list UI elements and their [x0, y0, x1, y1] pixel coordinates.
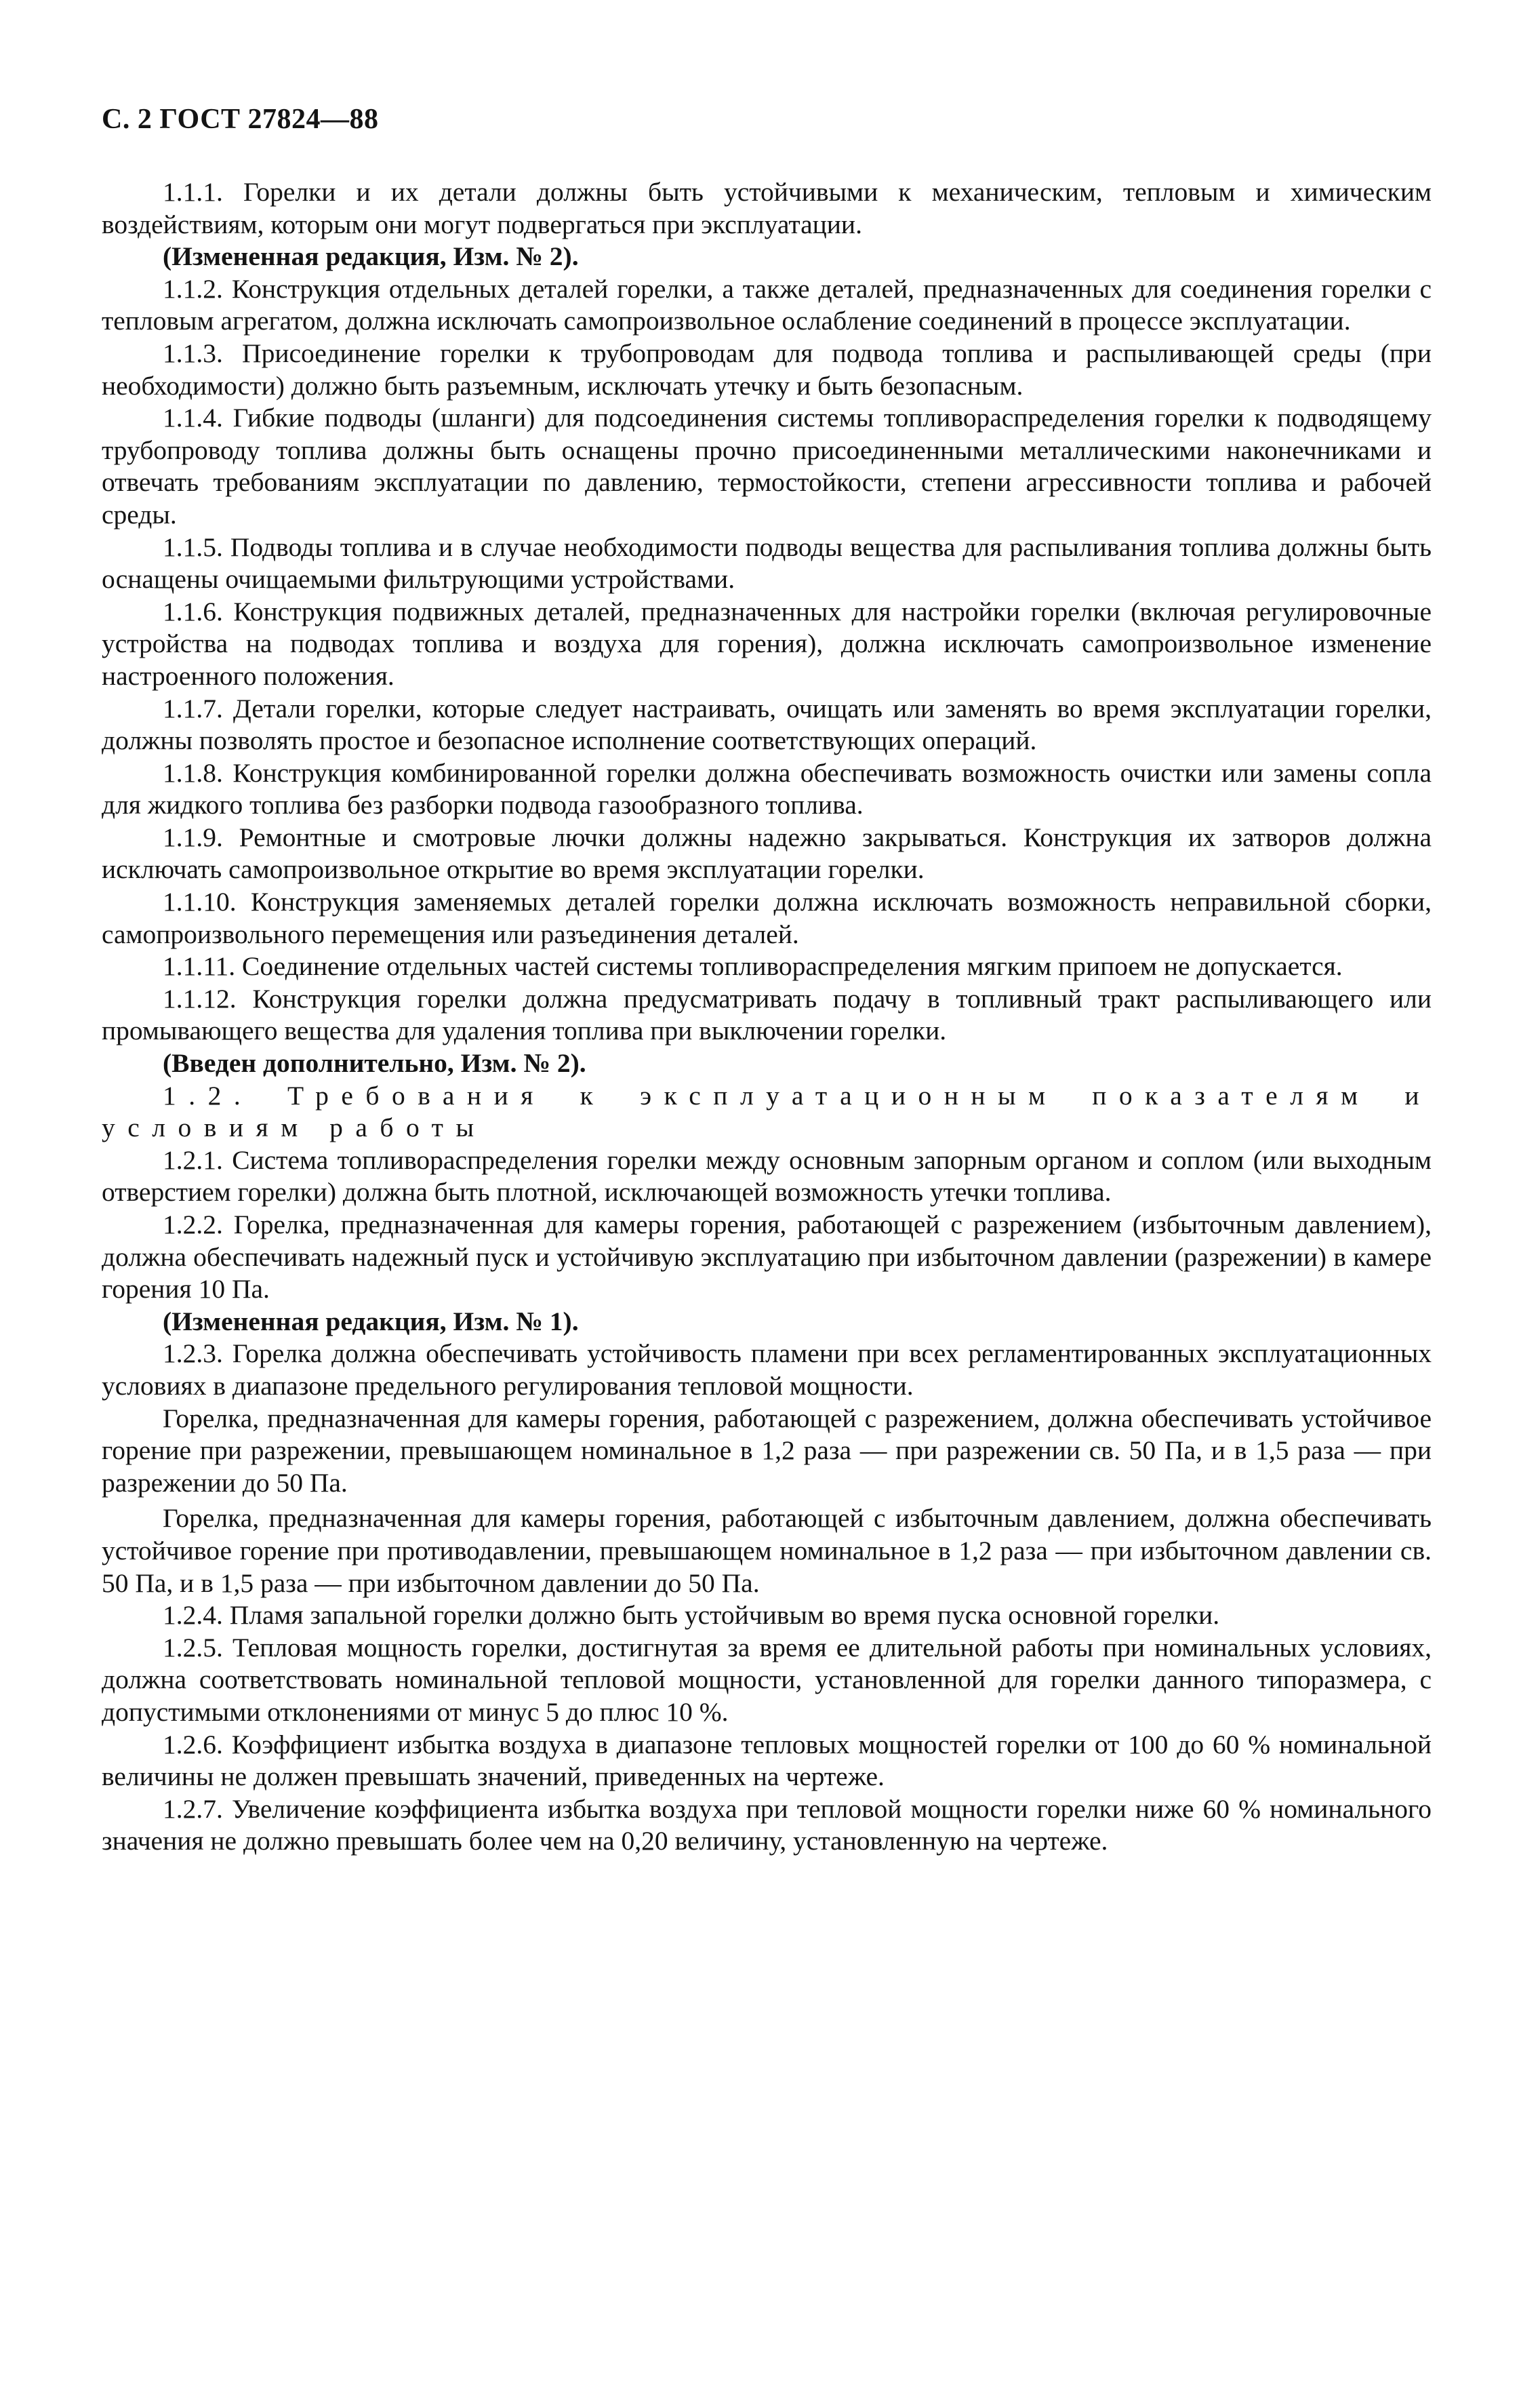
clause-1-1-9: 1.1.9. Ремонтные и смотровые лючки должны надежно закрываться. Конструкция их затворов должна исключать самопроизвольное открытие во время эксплуатации горелки.	[102, 822, 1432, 885]
clause-1-1-6: 1.1.6. Конструкция подвижных деталей, предназначенных для настройки горелки (включая регулировочные устройства на подводах топлива и воздуха для горения), должна исключать самопроизвольное изменение настроенного положения.	[102, 596, 1432, 691]
clause-1-1-12: 1.1.12. Конструкция горелки должна предусматривать подачу в топливный тракт распыливающего или промывающего вещества для удаления топлива при выключении горелки.	[102, 983, 1432, 1046]
clause-1-2-5: 1.2.5. Тепловая мощность горелки, достигнутая за время ее длительной работы при номинальных условиях, должна соответствовать номинальной тепловой мощности, установленной для горелки данного типоразмера, с допустимыми отклонениями от минус 5 до плюс 10 %.	[102, 1632, 1432, 1727]
document-body	[102, 176, 1432, 1858]
clause-1-2-1: 1.2.1. Система топливораспределения горелки между основным запорным органом и соплом (или выходным отверстием горелки) должна быть плотной, исключающей возможность утечки топлива.	[102, 1144, 1432, 1208]
clause-1-1-3: 1.1.3. Присоединение горелки к трубопроводам для подвода топлива и распыливающей среды (при необходимости) должно быть разъемным, исключать утечку и быть безопасным.	[102, 338, 1432, 401]
clause-1-1-5: 1.1.5. Подводы топлива и в случае необходимости подводы вещества для распыливания топлива должны быть оснащены очищаемыми фильтрующими устройствами.	[102, 532, 1432, 595]
clause-1-1-10: 1.1.10. Конструкция заменяемых деталей горелки должна исключать возможность неправильной сборки, самопроизвольного перемещения или разъединения деталей.	[102, 887, 1432, 949]
clause-1-1-4: 1.1.4. Гибкие подводы (шланги) для подсоединения системы топливораспределения горелки к подводящему трубопроводу топлива должны быть оснащены прочно присоединенными металлическими наконечниками и отвечать требованиям эксплуатации по давлению, термостойкости, степени агрессивности топлива и рабочей среды.	[102, 403, 1432, 530]
clause-1-1-8: 1.1.8. Конструкция комбинированной горелки должна обеспечивать возможность очистки или замены сопла для жидкого топлива без разборки подвода газообразного топлива.	[102, 757, 1432, 820]
clause-1-2-3-para-3: Горелка, предназначенная для камеры горения, работающей с избыточным давлением, должна обеспечивать устойчивое горение при противодавлении, превышающем номинальное в 1,2 раза — при избыточном давлении св. 50 Па, и в 1,5 раза — при избыточном давлении до 50 Па.	[102, 1503, 1432, 1598]
clause-1-2-3: 1.2.3. Горелка должна обеспечивать устойчивость пламени при всех регламентированных эксплуатационных условиях в диапазоне предельного регулирования тепловой мощности.	[102, 1338, 1432, 1401]
clause-1-2-6: 1.2.6. Коэффициент избытка воздуха в диапазоне тепловых мощностей горелки от 100 до 60 % номинальной величины не должен превышать значений, приведенных на чертеже.	[102, 1729, 1432, 1792]
clause-1-1-2: 1.1.2. Конструкция отдельных деталей горелки, а также деталей, предназначенных для соединения горелки с тепловым агрегатом, должна исключать самопроизвольное ослабление соединений в процессе эксплуатации.	[102, 273, 1432, 336]
clause-1-2-3-para-2: Горелка, предназначенная для камеры горения, работающей с разрежением, должна обеспечивать устойчивое горение при разрежении, превышающем номинальное в 1,2 раза — при разрежении св. 50 Па, и в 1,5 раза — при разрежении до 50 Па.	[102, 1403, 1432, 1498]
clause-1-1-7: 1.1.7. Детали горелки, которые следует настраивать, очищать или заменять во время эксплуатации горелки, должны позволять простое и безопасное исполнение соответствующих операций.	[102, 693, 1432, 756]
clause-1-2-2: 1.2.2. Горелка, предназначенная для камеры горения, работающей с разрежением (избыточным давлением), должна обеспечивать надежный пуск и устойчивую эксплуатацию при избыточном давлении (разрежении) в камере горения 10 Па.	[102, 1210, 1432, 1304]
addition-note: (Введен дополнительно, Изм. № 2).	[163, 1048, 586, 1079]
document-page	[102, 102, 1432, 1858]
clause-1-1-11: 1.1.11. Соединение отдельных частей системы топливораспределения мягким припоем не допускается.	[163, 951, 1343, 982]
amendment-note: (Измененная редакция, Изм. № 2).	[163, 241, 579, 272]
clause-1-2-4: 1.2.4. Пламя запальной горелки должно быть устойчивым во время пуска основной горелки.	[163, 1600, 1220, 1631]
amendment-note-2: (Измененная редакция, Изм. № 1).	[163, 1306, 579, 1336]
clause-1-2-7: 1.2.7. Увеличение коэффициента избытка воздуха при тепловой мощности горелки ниже 60 % номинального значения не должно превышать более чем на 0,20 величину, установленную на чертеже.	[102, 1793, 1432, 1856]
clause-1-1-1: 1.1.1. Горелки и их детали должны быть устойчивыми к механическим, тепловым и химическим воздействиям, которым они могут подвергаться при эксплуатации.	[102, 177, 1432, 239]
page-header: С. 2 ГОСТ 27824—88	[102, 104, 379, 135]
section-heading-1-2: 1.2. Требования к эксплуатационным показателям и условиям работы	[102, 1080, 1432, 1143]
